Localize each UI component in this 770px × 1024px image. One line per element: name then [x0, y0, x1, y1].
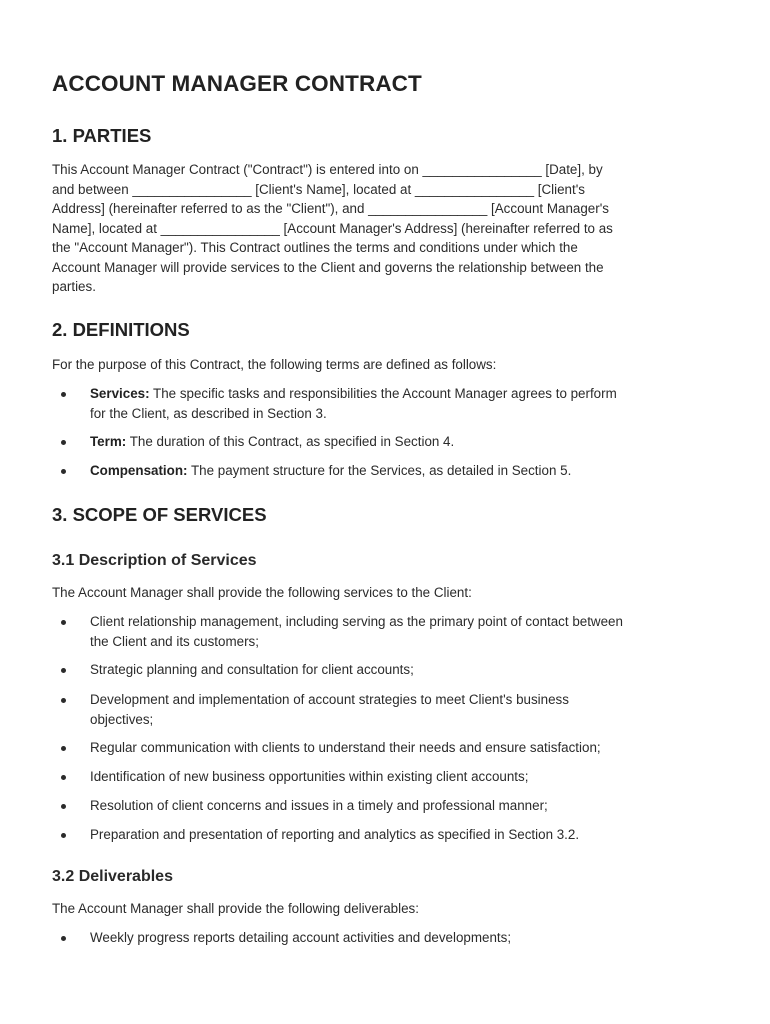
bullet-icon — [61, 746, 66, 751]
section-heading-definitions: 2. DEFINITIONS — [52, 319, 190, 340]
service-text — [90, 738, 601, 758]
service-text — [90, 612, 623, 651]
deliverables-intro: The Account Manager shall provide the following deliverables: — [52, 901, 419, 916]
service-line: Preparation and presentation of reporting and analytics as specified in Section 3.2. — [90, 827, 580, 842]
subsection-heading-deliverables: 3.2 Deliverables — [52, 868, 173, 885]
service-line: Identification of new business opportunities within existing client accounts; — [90, 769, 529, 784]
parties-line: This Account Manager Contract ("Contract") is entered into on ________________ [Date], by — [52, 162, 603, 177]
parties-line: Address] (hereinafter referred to as the "Client"), and ________________ [Account Manager's — [52, 201, 609, 216]
bullet-icon — [61, 833, 66, 838]
document-title: ACCOUNT MANAGER CONTRACT — [52, 71, 422, 96]
description-intro: The Account Manager shall provide the following services to the Client: — [52, 585, 472, 600]
bullet-icon — [61, 392, 66, 397]
definitions-intro: For the purpose of this Contract, the following terms are defined as follows: — [52, 357, 497, 372]
section-heading-parties: 1. PARTIES — [52, 125, 152, 146]
deliverable-line: Weekly progress reports detailing account activities and developments; — [90, 930, 512, 945]
service-text — [90, 690, 569, 729]
bullet-icon — [61, 440, 66, 445]
parties-line: Account Manager will provide services to the Client and governs the relationship between the — [52, 259, 604, 275]
definition-term: Compensation: — [90, 463, 188, 478]
bullet-icon — [61, 936, 66, 941]
bullet-icon — [61, 775, 66, 780]
service-line: Strategic planning and consultation for client accounts; — [90, 662, 414, 677]
service-line: the Client and its customers; — [90, 633, 259, 649]
bullet-icon — [61, 469, 66, 474]
service-line: objectives; — [90, 711, 154, 727]
definition-text — [90, 461, 571, 481]
service-line: Regular communication with clients to understand their needs and ensure satisfaction; — [90, 740, 601, 755]
definition-desc: The duration of this Contract, as specified in Section 4. — [126, 434, 455, 449]
service-line: Client relationship management, including serving as the primary point of contact between — [90, 614, 623, 629]
parties-line: parties. — [52, 279, 96, 294]
section-heading-scope: 3. SCOPE OF SERVICES — [52, 504, 267, 525]
definition-term: Term: — [90, 434, 127, 449]
service-line: Development and implementation of account strategies to meet Client's business — [90, 692, 569, 707]
parties-line: Name], located at ________________ [Account Manager's Address] (hereinafter referred to as — [52, 220, 613, 236]
service-line: Resolution of client concerns and issues in a timely and professional manner; — [90, 798, 548, 813]
definition-desc-cont: for the Client, as described in Section 3. — [90, 405, 327, 421]
definition-desc: The payment structure for the Services, as detailed in Section 5. — [187, 463, 572, 478]
service-text — [90, 825, 579, 845]
parties-line: and between ________________ [Client's Name], located at ________________ [Client's — [52, 181, 585, 197]
definition-text — [90, 384, 617, 423]
definition-term: Services: — [90, 386, 150, 401]
service-text — [90, 660, 414, 680]
deliverable-text — [90, 928, 511, 948]
service-text — [90, 796, 548, 816]
parties-paragraph — [52, 160, 613, 297]
subsection-heading-description: 3.1 Description of Services — [52, 552, 257, 569]
bullet-icon — [61, 620, 66, 625]
service-text — [90, 767, 528, 787]
parties-line: the "Account Manager"). This Contract outlines the terms and conditions under which the — [52, 240, 578, 255]
bullet-icon — [61, 668, 66, 673]
definition-desc: The specific tasks and responsibilities the Account Manager agrees to perform — [149, 386, 617, 401]
bullet-icon — [61, 804, 66, 809]
definition-text — [90, 432, 454, 452]
bullet-icon — [61, 698, 66, 703]
